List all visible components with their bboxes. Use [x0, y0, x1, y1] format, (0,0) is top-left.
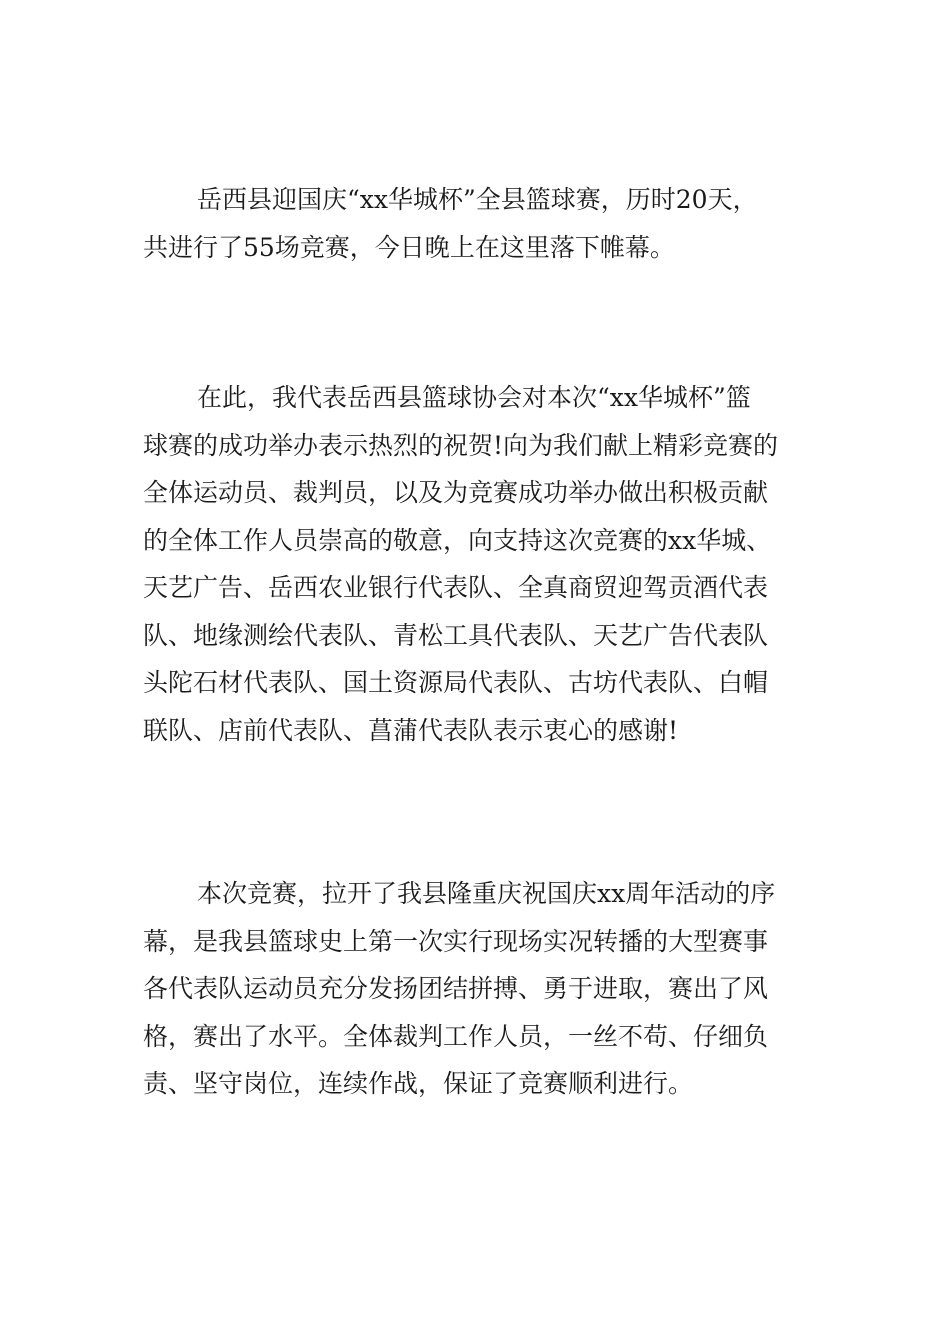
paragraph-line: 格，赛出了水平。全体裁判工作人员，一丝不苟、仔细负 [143, 1021, 769, 1051]
paragraph-line: 本次竞赛，拉开了我县隆重庆祝国庆xx周年活动的序 [197, 879, 776, 908]
paragraph-line: 联队、店前代表队、菖蒲代表队表示衷心的感谢! [143, 715, 679, 745]
paragraph-line: 幕，是我县篮球史上第一次实行现场实况转播的大型赛事 [143, 926, 769, 956]
paragraph-line: 天艺广告、岳西农业银行代表队、全真商贸迎驾贡酒代表 [143, 573, 769, 602]
paragraph-line: 在此，我代表岳西县篮球协会对本次“xx华城杯”篮 [197, 383, 751, 412]
paragraph-line: 责、坚守岗位，连续作战，保证了竞赛顺利进行。 [143, 1069, 694, 1098]
paragraph-line: 共进行了55场竞赛，今日晚上在这里落下帷幕。 [143, 232, 675, 262]
paragraph-thanks [143, 374, 811, 754]
paragraph-line: 头陀石材代表队、国土资源局代表队、古坊代表队、白帽 [143, 668, 769, 697]
paragraph-line: 队、地缘测绘代表队、青松工具代表队、天艺广告代表队 [143, 620, 769, 650]
paragraph-line: 岳西县迎国庆“xx华城杯”全县篮球赛，历时20天， [197, 185, 758, 214]
paragraph-line: 的全体工作人员崇高的敬意，向支持这次竞赛的xx华城、 [143, 525, 772, 555]
paragraph-line: 全体运动员、裁判员，以及为竞赛成功举办做出积极贡献 [143, 478, 769, 507]
paragraph-line: 球赛的成功举办表示热烈的祝贺!向为我们献上精彩竞赛的 [143, 430, 779, 460]
paragraph-summary [143, 870, 811, 1108]
paragraph-opening [143, 176, 811, 271]
paragraph-line: 各代表队运动员充分发扬团结拼搏、勇于进取，赛出了风 [143, 974, 769, 1003]
